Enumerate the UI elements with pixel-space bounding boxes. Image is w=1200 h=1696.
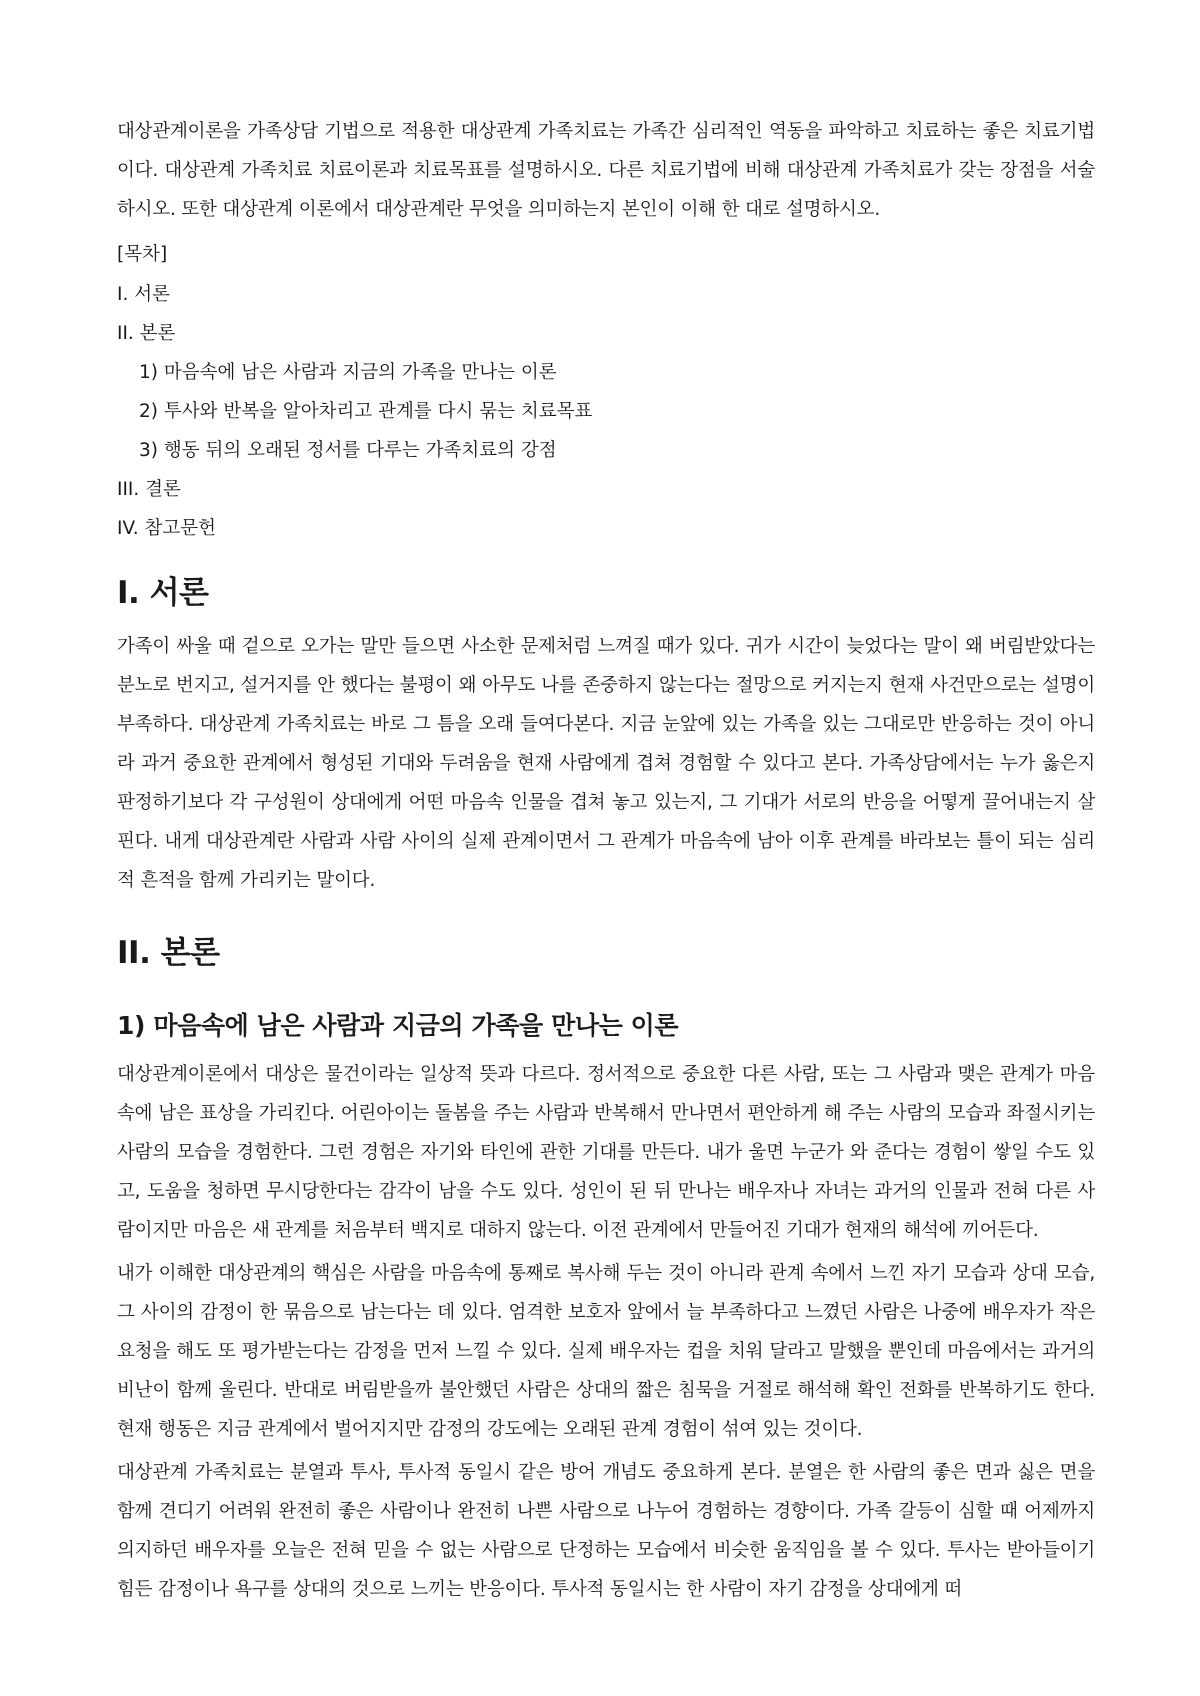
toc-heading: [목차] bbox=[117, 244, 168, 265]
toc-item-body: II. 본론 bbox=[117, 323, 176, 344]
section-body bbox=[117, 933, 1095, 1609]
toc-item-body-3: 3) 행동 뒤의 오래된 정서를 다루는 가족치료의 강점 bbox=[139, 440, 557, 461]
section-heading-intro: I. 서론 bbox=[117, 575, 209, 611]
body-paragraph-3: 대상관계 가족치료는 분열과 투사, 투사적 동일시 같은 방어 개념도 중요하게 본다. 분열은 한 사람의 좋은 면과 싫은 면을 함께 견디기 어려워 완전히 좋은 사람이나 완전히 나쁜 사람으로 나누어 경험하는 경향이다. 가족 갈등이 심할 때 어제까지 의지하던 배우자를 오늘은 전혀 믿을 수 없는 사람으로 단정하는 모습에서 비슷한 움직임을 볼 수 있다. 투사는 받아들이기 힘든 감정이나 욕구를 상대의 것으로 느끼는 반응이다. 투사적 동일시는 한 사람이 자기 감정을 상대에게 떠 bbox=[117, 1462, 1095, 1600]
body-paragraph-2: 내가 이해한 대상관계의 핵심은 사람을 마음속에 통째로 복사해 두는 것이 아니라 관계 속에서 느낀 자기 모습과 상대 모습, 그 사이의 감정이 한 묶음으로 남는다는 데 있다. 엄격한 보호자 앞에서 늘 부족하다고 느꼈던 사람은 나중에 배우자가 작은 요청을 해도 또 평가받는다는 감정을 먼저 느낄 수 있다. 실제 배우자는 컵을 치워 달라고 말했을 뿐인데 마음에서는 과거의 비난이 함께 울린다. 반대로 버림받을까 불안했던 사람은 상대의 짧은 침묵을 거절로 해석해 확인 전화를 반복하기도 한다. 현재 행동은 지금 관계에서 벌어지지만 감정의 강도에는 오래된 관계 경험이 섞여 있는 것이다. bbox=[117, 1263, 1095, 1440]
section-intro bbox=[117, 573, 1095, 900]
toc-item-conclusion: III. 결론 bbox=[117, 479, 181, 500]
intro-paragraph: 가족이 싸울 때 겉으로 오가는 말만 들으면 사소한 문제처럼 느껴질 때가 있다. 귀가 시간이 늦었다는 말이 왜 버림받았다는 분노로 번지고, 설거지를 안 했다는 불평이 왜 아무도 나를 존중하지 않는다는 절망으로 커지는지 현재 사건만으로는 설명이 부족하다. 대상관계 가족치료는 바로 그 틈을 오래 들여다본다. 지금 눈앞에 있는 가족을 있는 그대로만 반응하는 것이 아니라 과거 중요한 관계에서 형성된 기대와 두려움을 현재 사람에게 겹쳐 경험할 수 있다고 본다. 가족상담에서는 누가 옳은지 판정하기보다 각 구성원이 상대에게 어떤 마음속 인물을 겹쳐 놓고 있는지, 그 기대가 서로의 반응을 어떻게 끌어내는지 살핀다. 내게 대상관계란 사람과 사람 사이의 실제 관계이면서 그 관계가 마음속에 남아 이후 관계를 바라보는 틀이 되는 심리적 흔적을 함께 가리키는 말이다. bbox=[117, 636, 1095, 891]
table-of-contents bbox=[117, 243, 1095, 541]
assignment-prompt: 대상관계이론을 가족상담 기법으로 적용한 대상관계 가족치료는 가족간 심리적인 역동을 파악하고 치료하는 좋은 치료기법이다. 대상관계 가족치료 치료이론과 치료목표를 설명하시오. 다른 치료기법에 비해 대상관계 가족치료가 갖는 장점을 서술하시오. 또한 대상관계 이론에서 대상관계란 무엇을 의미하는지 본인이 이해 한 대로 설명하시오. bbox=[117, 121, 1095, 220]
toc-item-references: IV. 참고문헌 bbox=[117, 518, 216, 539]
toc-item-body-1: 1) 마음속에 남은 사람과 지금의 가족을 만나는 이론 bbox=[139, 362, 557, 383]
section-heading-body: II. 본론 bbox=[117, 935, 220, 971]
toc-item-body-2: 2) 투사와 반복을 알아차리고 관계를 다시 묶는 치료목표 bbox=[139, 401, 593, 422]
body-paragraph-1: 대상관계이론에서 대상은 물건이라는 일상적 뜻과 다르다. 정서적으로 중요한 다른 사람, 또는 그 사람과 맺은 관계가 마음속에 남은 표상을 가리킨다. 어린아이는 돌봄을 주는 사람과 반복해서 만나면서 편안하게 해 주는 사람의 모습과 좌절시키는 사람의 모습을 경험한다. 그런 경험은 자기와 타인에 관한 기대를 만든다. 내가 울면 누군가 와 준다는 경험이 쌓일 수도 있고, 도움을 청하면 무시당한다는 감각이 남을 수도 있다. 성인이 된 뒤 만나는 배우자나 자녀는 과거의 인물과 전혀 다른 사람이지만 마음은 새 관계를 처음부터 백지로 대하지 않는다. 이전 관계에서 만들어진 기대가 현재의 해석에 끼어든다. bbox=[117, 1064, 1095, 1241]
toc-item-intro: I. 서론 bbox=[117, 284, 170, 305]
document-page bbox=[117, 112, 1095, 1613]
toc-list bbox=[117, 283, 1095, 541]
subsection-heading-1: 1) 마음속에 남은 사람과 지금의 가족을 만나는 이론 bbox=[117, 1011, 679, 1040]
